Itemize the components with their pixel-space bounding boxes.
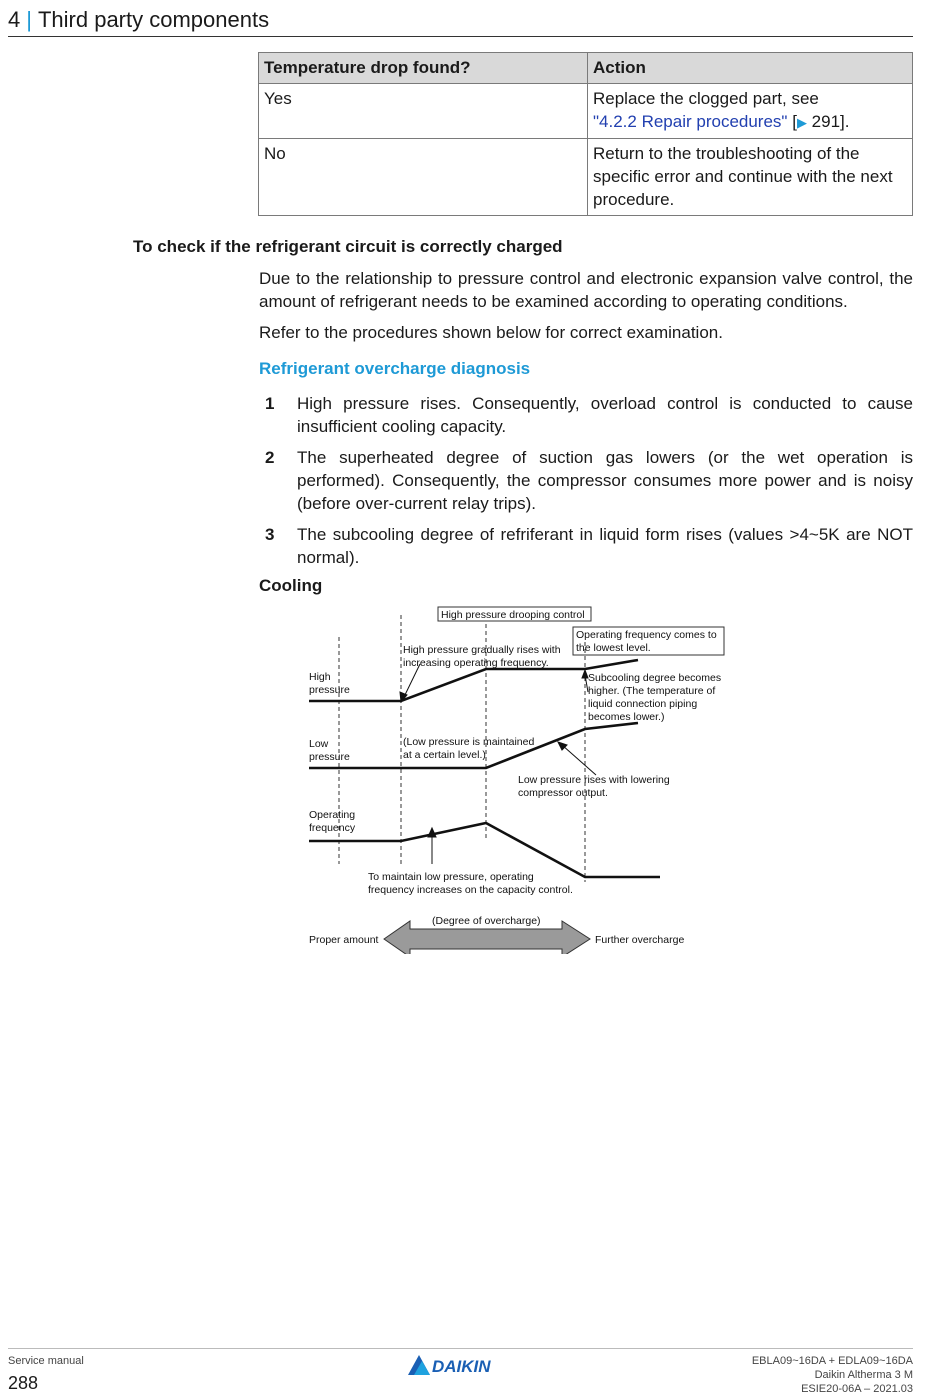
header-separator: | [26,7,32,32]
cell-action-yes [588,84,913,139]
overcharge-diagram [300,602,740,954]
subcool-line2: higher. (The temperature of [588,685,716,697]
high-pressure-label2: pressure [309,684,350,696]
subcool-line1: Subcooling degree becomes [588,672,722,684]
cell-found-yes: Yes [259,84,588,139]
footer-page-number: 288 [8,1373,39,1393]
list-item [259,523,913,569]
footer-doc-type: Service manual [8,1355,84,1367]
hp-rise-line2: increasing operating frequency. [403,657,549,669]
lowest-level-line1: Operating frequency comes to [576,629,717,641]
degree-of-overcharge-label: (Degree of overcharge) [432,915,541,927]
footer-product: Daikin Altherma 3 M [814,1369,913,1381]
frequency-label1: Operating [309,809,356,821]
frequency-label2: frequency [309,822,356,834]
overcharge-subheading: Refrigerant overcharge diagnosis [259,359,531,378]
chapter-title: Third party components [37,7,270,32]
low-pressure-label2: pressure [309,751,350,763]
page-ref-arrow-icon: ▶ [796,115,807,130]
section-heading: To check if the refrigerant circuit is correctly charged [133,237,563,256]
footer-doc-id: ESIE20-06A – 2021.03 [801,1383,913,1395]
drooping-control-label: High pressure drooping control [441,609,585,621]
footer-divider [8,1348,913,1349]
subcool-line4: becomes lower.) [588,711,665,723]
list-text: High pressure rises. Consequently, overload control is conducted to cause insufficient cooling capacity. [297,394,913,436]
table-row [259,139,913,216]
footer-model: EBLA09~16DA + EDLA09~16DA [751,1355,913,1367]
column-header-action: Action [588,53,913,84]
diagnosis-list [259,392,913,577]
page-ref-number: 291]. [811,112,850,131]
cell-action-no: Return to the troubleshooting of the specific error and continue with the next procedure. [588,139,913,216]
table-row [259,84,913,139]
column-header-found: Temperature drop found? [259,53,588,84]
list-text: The superheated degree of suction gas lowers (or the wet operation is performed). Consequently, the compressor consumes more power and is noisy (before over-current relay trips). [297,448,913,513]
maintain-lp-line1: To maintain low pressure, operating [368,871,534,883]
table-header-row [259,53,913,84]
refer-paragraph: Refer to the procedures shown below for correct examination. [259,323,723,342]
lp-rise-line1: Low pressure rises with lowering [518,774,670,786]
lp-maintained-line1: (Low pressure is maintained [403,736,535,748]
maintain-lp-line2: frequency increases on the capacity control. [368,884,573,896]
cooling-heading: Cooling [259,576,323,595]
daikin-logo-text: DAIKIN [432,1357,491,1376]
list-number: 1 [265,394,275,413]
chapter-number: 4 [8,7,21,32]
daikin-logo [408,1354,512,1376]
cell-found-no: No [259,139,588,216]
page-header [8,4,913,37]
lp-rise-line2: compressor output. [518,787,608,799]
high-pressure-label1: High [309,671,331,683]
action-text: Replace the clogged part, see [593,89,819,108]
low-pressure-label1: Low [309,738,329,750]
hp-rise-line1: High pressure gradually rises with [403,644,561,656]
footer-document-info [752,1354,913,1396]
list-text: The subcooling degree of refriferant in liquid form rises (values >4~5K are NOT normal). [297,525,913,567]
list-number: 2 [265,448,275,467]
intro-paragraph: Due to the relationship to pressure control and electronic expansion valve control, the amount of refrigerant needs to be examined according to operating conditions. [259,269,913,311]
proper-amount-label: Proper amount [309,934,379,946]
list-item [259,392,913,438]
further-overcharge-label: Further overcharge [595,934,685,946]
page-ref-open: [ [792,112,797,131]
list-number: 3 [265,525,275,544]
list-item [259,446,913,515]
subcool-line3: liquid connection piping [588,698,698,710]
temperature-drop-table [258,52,913,216]
lp-maintained-line2: at a certain level.) [403,749,486,761]
lowest-level-line2: the lowest level. [576,642,651,654]
operating-frequency-curve [309,823,660,877]
repair-procedures-link[interactable]: "4.2.2 Repair procedures" [593,112,788,131]
